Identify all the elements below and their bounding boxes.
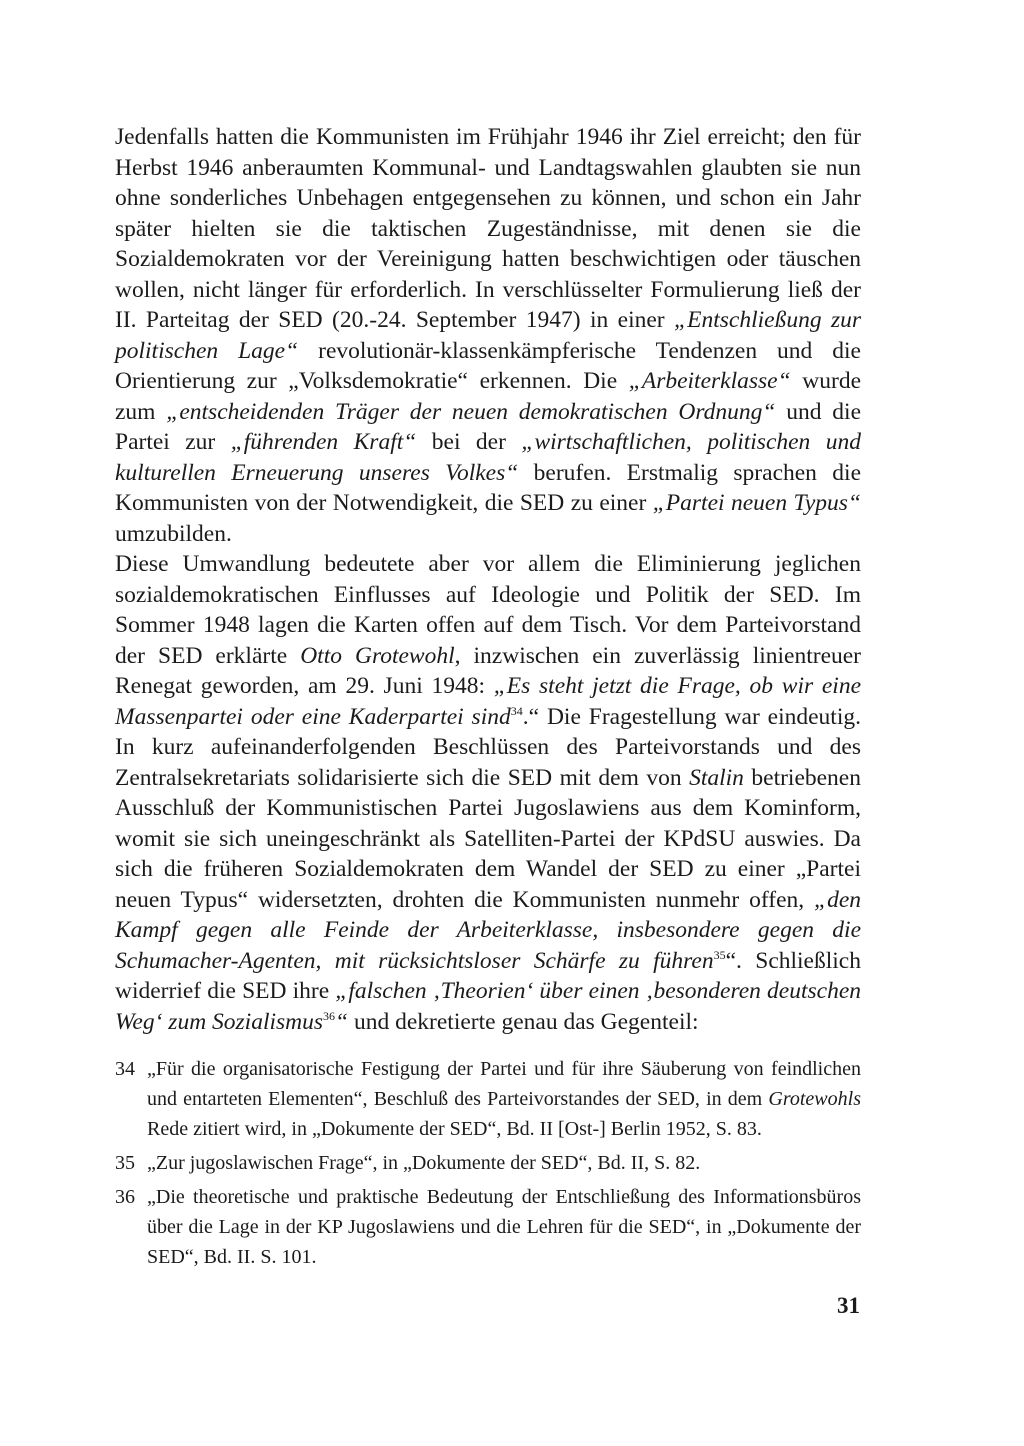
italic-text: „Entschließung zur politischen Lage“ (115, 307, 862, 364)
text-run: und die Partei zur (115, 398, 861, 455)
footnote-34 (115, 1054, 861, 1144)
text-run: Jedenfalls hatten die Kommunisten im Frühjahr 1946 ihr Ziel erreicht; den für Herbst 1946 anberaumten Kommunal- und Landtagswahlen glaubten sie nun ohne sonderliches Unbehagen entgegensehen zu können, und schon ein Jahr später hielten sie die taktischen Zugeständnisse, mit denen sie die Sozialdemokraten vor der Vereinigung hatten beschwichtigen oder täuschen wollen, nicht länger für erforderlich. In verschlüsselter Formulierung ließ der II. Parteitag der SED (20.-24. September 1947) in einer (115, 124, 861, 333)
italic-text: “ (335, 1008, 349, 1035)
text-run: berufen. Erstmalig sprachen die Kommunisten von der Notwendigkeit, die SED zu einer (115, 459, 861, 516)
footnotes (115, 1054, 861, 1276)
text-run: und dekretierte genau das Gegenteil: (348, 1008, 699, 1035)
italic-text: „Es steht jetzt die Frage, ob wir eine Massenpartei oder eine Kaderpartei sind (115, 673, 861, 730)
italic-text: „den Kampf gegen alle Feinde der Arbeiterklasse, insbesondere gegen die Schumacher-Agenten, mit rücksichtsloser Schärfe zu führen (115, 886, 861, 974)
text-run: bei der (416, 429, 522, 455)
footnote-text (147, 1182, 861, 1272)
italic-text: „führenden Kraft“ (230, 429, 417, 455)
footnote-35 (115, 1148, 861, 1178)
footnote-36 (115, 1182, 861, 1272)
text-run: „Die theoretische und praktische Bedeutung der Entschließung des Informationsbüros über die Lage in der KP Jugoslawiens und die Lehren für die SED“, in „Dokumente der SED“, Bd. II. S. 101. (147, 1186, 861, 1268)
text-run: wurde zum (115, 368, 861, 425)
italic-text: Otto Grotewohl (300, 642, 455, 669)
italic-text: „Arbeiterklasse“ (628, 368, 791, 394)
italic-text: Stalin (689, 764, 744, 791)
footnote-text (147, 1148, 861, 1178)
footnote-number: 36 (115, 1186, 135, 1208)
paragraph-2 (115, 549, 861, 1037)
footnote-ref: 35 (713, 947, 726, 962)
paragraph-1 (115, 122, 861, 549)
text-run: umzubilden. (115, 520, 232, 547)
italic-text: „Partei neuen Typus“ (652, 490, 862, 516)
page-number: 31 (837, 1293, 860, 1318)
footnote-ref: 34 (510, 703, 523, 718)
text-run: „Zur jugoslawischen Frage“, in „Dokumente der SED“, Bd. II, S. 82. (147, 1152, 701, 1174)
text-run: Diese Umwandlung bedeutete aber vor allem die Eliminierung jeglichen sozialdemokratischen Einflusses auf Ideologie und Politik der SED. Im Sommer 1948 lagen die Karten offen auf dem Tisch. Vor dem Parteivorstand der SED erklärte (115, 551, 861, 669)
footnote-number: 35 (115, 1152, 135, 1174)
text-run: Rede zitiert wird, in „Dokumente der SED“, Bd. II [Ost-] Berlin 1952, S. 83. (147, 1118, 762, 1140)
text-run: revolutionär-klassenkämpferische Tendenzen und die Orientierung zur „Volksdemokratie“ erkennen. Die (115, 337, 861, 394)
italic-text: „falschen ‚Theorien‘ über einen ‚besonderen deutschen Weg‘ zum Sozialismus (115, 978, 861, 1035)
footnote-text (147, 1054, 861, 1144)
main-text (115, 122, 861, 1037)
italic-text: Grotewohls (768, 1088, 861, 1110)
italic-text: „entscheidenden Träger der neuen demokratischen Ordnung“ (166, 398, 776, 425)
footnote-number: 34 (115, 1058, 135, 1080)
footnote-ref: 36 (323, 1008, 336, 1023)
text-run: „Für die organisatorische Festigung der Partei und für ihre Säuberung von feindlichen und entarteten Elementen“, Beschluß des Parteivorstandes der SED, in dem (147, 1058, 861, 1110)
italic-text: „wirtschaftlichen, politischen und kulturellen Erneuerung unseres Volkes“ (115, 429, 862, 486)
text-run: , inzwischen ein zuverlässig linientreuer Renegat geworden, am 29. Juni 1948: (115, 642, 862, 699)
text-run: .“ Die Fragestellung war eindeutig. In kurz aufeinanderfolgenden Beschlüssen des Parteivorstands und des Zentralsekretariats solidarisierte sich die SED mit dem von (115, 703, 861, 791)
text-run: betriebenen Ausschluß der Kommunistischen Partei Jugoslawiens aus dem Kominform, womit sie sich uneingeschränkt als Satelliten-Partei der KPdSU auswies. Da sich die früheren Sozialdemokraten dem Wandel der SED zu einer „Partei neuen Typus“ widersetzten, drohten die Kommunisten nunmehr offen, (115, 764, 861, 913)
text-run: “. Schließlich widerrief die SED ihre (115, 947, 861, 1004)
